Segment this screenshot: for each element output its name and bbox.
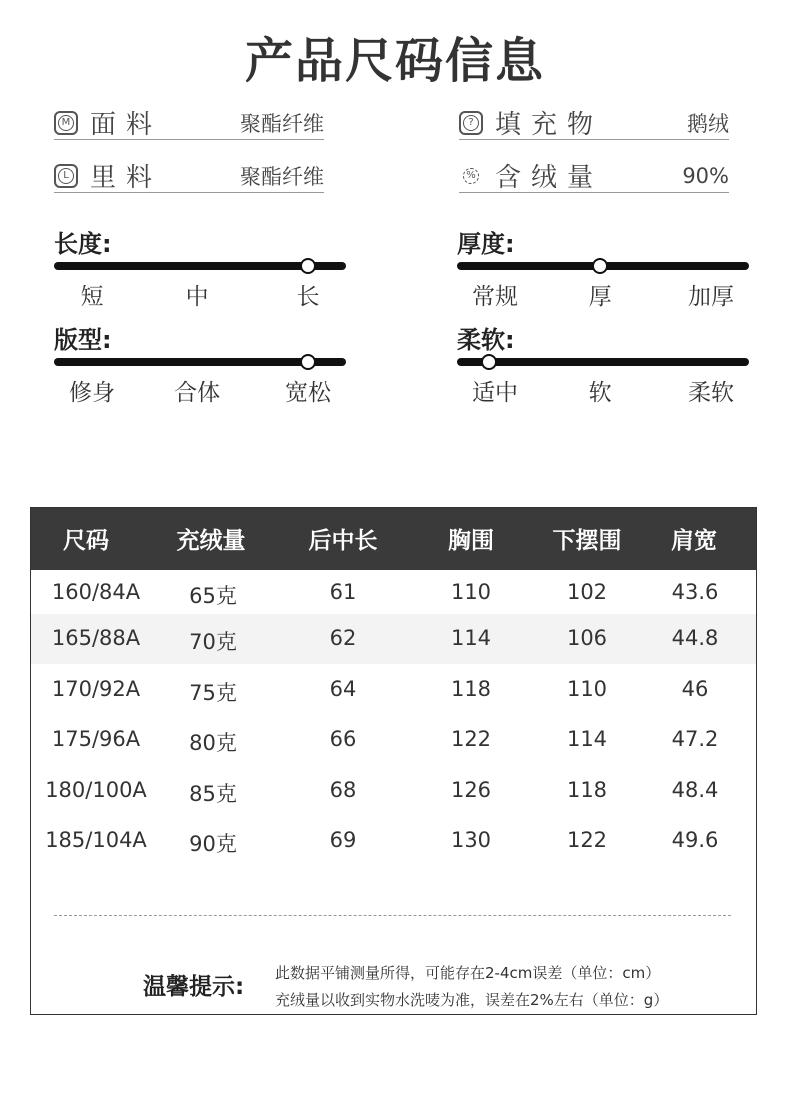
percent-dial-icon: % xyxy=(459,164,483,188)
table-cell: 69 xyxy=(329,828,357,852)
page-title: 产品尺码信息 xyxy=(244,33,545,89)
table-cell: 110 xyxy=(566,677,608,701)
slider-length xyxy=(54,224,346,308)
table-cell: 110 xyxy=(450,580,492,604)
table-cell: 102 xyxy=(566,580,608,604)
slider-name: 长度: xyxy=(54,230,112,258)
table-cell: 49.6 xyxy=(671,828,719,852)
slider-tick: 短 xyxy=(80,284,104,310)
slider-name: 柔软: xyxy=(457,326,515,354)
table-cell: 43.6 xyxy=(671,580,719,604)
attr-row-filling xyxy=(459,106,729,140)
dashed-divider xyxy=(54,915,731,916)
table-cell: 66 xyxy=(329,727,357,751)
table-cell: 80克 xyxy=(189,731,237,755)
slider-tick: 合体 xyxy=(174,380,221,406)
table-cell: 185/104A xyxy=(45,828,147,852)
attr-row-down-content xyxy=(459,159,729,193)
table-cell: 68 xyxy=(329,778,357,802)
slider-tick: 厚 xyxy=(588,284,612,310)
table-cell: 170/92A xyxy=(51,677,141,701)
slider-track xyxy=(457,358,749,366)
slider-track xyxy=(54,262,346,270)
slider-fit xyxy=(54,320,346,404)
attr-value: 聚酯纤维 xyxy=(240,164,324,189)
table-row xyxy=(31,665,756,715)
table-cell: 47.2 xyxy=(671,727,719,751)
table-row xyxy=(31,614,756,664)
attr-value: 鹅绒 xyxy=(687,111,729,136)
attr-row-fabric xyxy=(54,106,324,140)
attr-value: 聚酯纤维 xyxy=(240,111,324,136)
table-row xyxy=(31,816,756,866)
slider-tick: 软 xyxy=(588,380,612,406)
table-row xyxy=(31,568,756,618)
table-cell: 122 xyxy=(450,727,492,751)
attr-value: 90% xyxy=(682,163,729,188)
slider-track xyxy=(54,358,346,366)
table-cell: 114 xyxy=(566,727,608,751)
slider-softness xyxy=(457,320,749,404)
attr-row-lining xyxy=(54,159,324,193)
table-cell: 62 xyxy=(329,626,357,650)
slider-knob xyxy=(481,354,497,370)
attr-label: 里料 xyxy=(90,163,163,193)
table-header-cell: 尺码 xyxy=(63,528,109,554)
slider-thickness xyxy=(457,224,749,308)
slider-tick: 中 xyxy=(185,284,209,310)
table-header-cell: 充绒量 xyxy=(176,528,246,554)
tip-line: 此数据平铺测量所得，可能存在2-4cm误差（单位：cm） xyxy=(275,964,661,982)
table-cell: 160/84A xyxy=(51,580,141,604)
attr-label: 面料 xyxy=(90,110,163,140)
l-badge-icon: L xyxy=(54,164,78,188)
tip-title: 温馨提示: xyxy=(143,974,245,1000)
slider-tick: 宽松 xyxy=(285,380,332,406)
table-cell: 44.8 xyxy=(671,626,719,650)
table-cell: 64 xyxy=(329,677,357,701)
table-cell: 85克 xyxy=(189,782,237,806)
table-cell: 118 xyxy=(566,778,608,802)
table-cell: 106 xyxy=(566,626,608,650)
table-header xyxy=(31,508,756,570)
slider-tick: 适中 xyxy=(471,380,518,406)
table-cell: 118 xyxy=(450,677,492,701)
table-cell: 46 xyxy=(681,677,709,701)
question-badge-icon: ? xyxy=(459,111,483,135)
table-cell: 114 xyxy=(450,626,492,650)
table-cell: 122 xyxy=(566,828,608,852)
m-badge-icon: M xyxy=(54,111,78,135)
slider-tick: 柔软 xyxy=(688,380,735,406)
table-header-cell: 后中长 xyxy=(308,528,378,554)
slider-tick: 加厚 xyxy=(688,284,735,310)
table-cell: 61 xyxy=(329,580,357,604)
table-cell: 75克 xyxy=(189,681,237,705)
slider-tick: 长 xyxy=(296,284,320,310)
table-header-cell: 胸围 xyxy=(448,528,494,554)
slider-track xyxy=(457,262,749,270)
slider-knob xyxy=(300,354,316,370)
table-cell: 165/88A xyxy=(51,626,141,650)
table-row xyxy=(31,715,756,765)
table-cell: 90克 xyxy=(189,832,237,856)
slider-name: 版型: xyxy=(54,326,112,354)
table-cell: 180/100A xyxy=(45,778,147,802)
slider-knob xyxy=(592,258,608,274)
slider-tick: 常规 xyxy=(471,284,518,310)
tip-line: 充绒量以收到实物水洗唛为准，误差在2%左右（单位：g） xyxy=(275,991,669,1009)
slider-name: 厚度: xyxy=(457,230,515,258)
attr-label: 填充物 xyxy=(495,110,604,140)
table-cell: 48.4 xyxy=(671,778,719,802)
slider-tick: 修身 xyxy=(68,380,115,406)
table-cell: 65克 xyxy=(189,584,237,608)
slider-knob xyxy=(300,258,316,274)
table-cell: 175/96A xyxy=(51,727,141,751)
table-cell: 70克 xyxy=(189,630,237,654)
size-table xyxy=(30,507,757,1015)
table-header-cell: 肩宽 xyxy=(671,528,717,554)
table-cell: 130 xyxy=(450,828,492,852)
attr-label: 含绒量 xyxy=(495,163,604,193)
table-row xyxy=(31,766,756,816)
table-cell: 126 xyxy=(450,778,492,802)
table-header-cell: 下摆围 xyxy=(552,528,622,554)
